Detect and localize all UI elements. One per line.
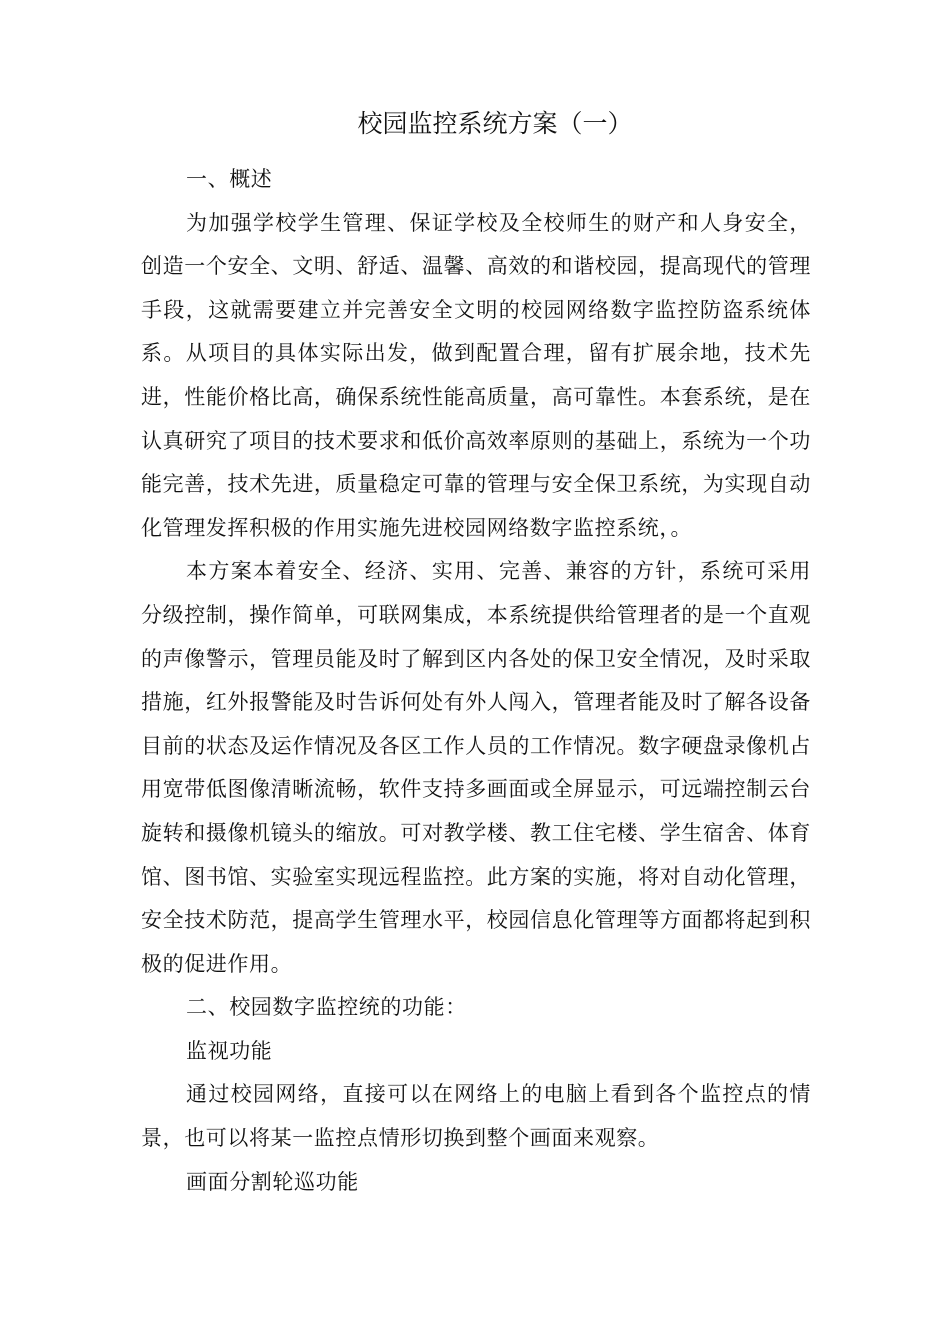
section-heading-overview: 一、概述 (186, 167, 273, 191)
subheading-split-screen: 画面分割轮巡功能 (186, 1169, 359, 1194)
paragraph-intro: 为加强学校学生管理、保证学校及全校师生的财产和人身安全，创造一个安全、文明、舒适、温馨、高效的和谐校园，提高现代的管理手段，这就需要建立并完善安全文明的校园网络数字监控防盗系统体系。从项目的具体实际出发，做到配置合理，留有扩展余地，技术先进，性能价格比高，确保系统性能高质量，高可靠性。本套系统，是在认真研究了项目的技术要求和低价高效率原则的基础上，系统为一个功能完善，技术先进，质量稳定可靠的管理与安全保卫系统，为实现自动化管理发挥积极的作用实施先进校园网络数字监控系统，。 (141, 210, 811, 540)
paragraph-approach: 本方案本着安全、经济、实用、完善、兼容的方针，系统可采用分级控制，操作简单，可联网集成，本系统提供给管理者的是一个直观的声像警示，管理员能及时了解到区内各处的保卫安全情况，及时采取措施，红外报警能及时告诉何处有外人闯入，管理者能及时了解各设备目前的状态及运作情况及各区工作人员的工作情况。数字硬盘录像机占用宽带低图像清晰流畅，软件支持多画面或全屏显示，可远端控制云台旋转和摄像机镜头的缩放。可对教学楼、教工住宅楼、学生宿舍、体育馆、图书馆、实验室实现远程监控。此方案的实施，将对自动化管理，安全技术防范，提高学生管理水平，校园信息化管理等方面都将起到积极的促进作用。 (141, 559, 811, 976)
subheading-monitor: 监视功能 (186, 1038, 273, 1063)
document-body (141, 158, 811, 1204)
document-title: 校园监控系统方案（一） (357, 109, 633, 138)
section-heading-functions: 二、校园数字监控统的功能： (186, 995, 467, 1020)
paragraph-monitor: 通过校园网络，直接可以在网络上的电脑上看到各个监控点的情景，也可以将某一监控点情形切换到整个画面来观察。 (141, 1082, 811, 1151)
